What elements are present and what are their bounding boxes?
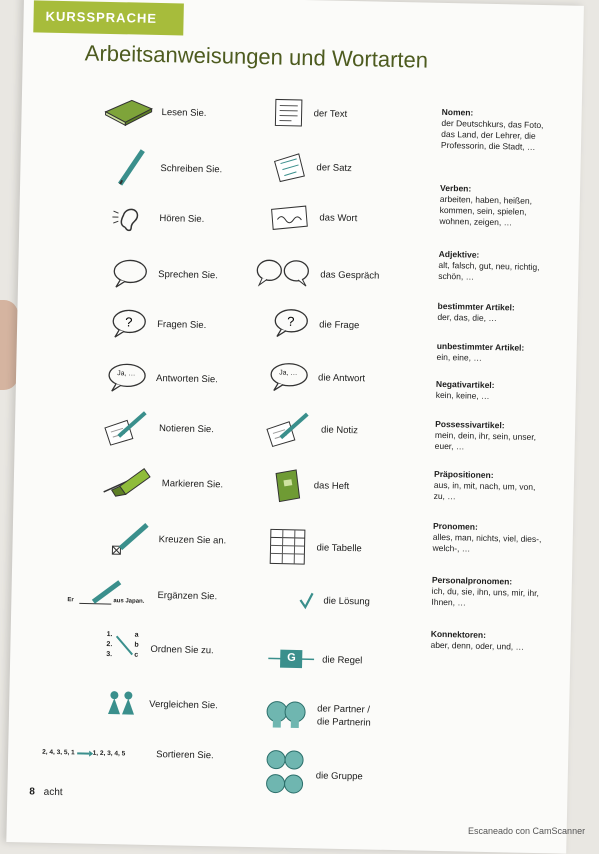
instruction-label: Sortieren Sie. <box>156 749 214 761</box>
noun-label: der Satz <box>316 162 352 174</box>
noun-label: die Gruppe <box>316 770 363 782</box>
noun-question <box>271 307 360 341</box>
wordtype-heading: Possessivartikel: <box>435 419 550 432</box>
table-grid-icon <box>266 525 309 568</box>
wordtype-definite-article <box>437 301 552 325</box>
noun-label: der Text <box>314 108 348 120</box>
page-title: Arbeitsanweisungen und Wortarten <box>85 40 429 73</box>
noun-label: der Partner / <box>317 702 371 716</box>
noun-label: die Partnerin <box>317 715 371 729</box>
notepad-pen-icon <box>101 408 152 447</box>
wordtype-connectors <box>430 629 545 653</box>
wordtype-examples: mein, dein, ihr, sein, unser, euer, … <box>435 430 537 452</box>
book-icon <box>101 96 154 127</box>
answer-bubble-icon <box>106 362 149 393</box>
wordtype-verbs <box>439 183 555 229</box>
instruction-ask <box>109 308 207 340</box>
wordtype-examples: aus, in, mit, nach, um, von, zu, … <box>434 480 536 501</box>
wordtype-heading: Nomen: <box>442 107 557 120</box>
instruction-label: Fragen Sie. <box>157 318 206 330</box>
noun-conversation <box>254 257 380 292</box>
wordtype-examples: kein, keine, … <box>436 390 490 401</box>
wordtype-prepositions <box>434 469 550 504</box>
noun-label: die Notiz <box>321 424 358 436</box>
sentence-note-icon <box>270 149 309 184</box>
instruction-label: Ergänzen Sie. <box>157 590 217 602</box>
fill-in-icon <box>67 577 150 611</box>
answer-bubble-icon <box>268 361 311 392</box>
question-bubble-icon <box>271 307 312 340</box>
instruction-complete <box>67 577 217 612</box>
wordtype-examples: arbeiten, haben, heißen, kommen, sein, spielen, wohnen, zeigen, … <box>439 194 532 228</box>
wordtype-heading: bestimmter Artikel: <box>437 301 552 314</box>
wordtype-examples: ich, du, sie, ihn, uns, mir, ihr, Ihnen, … <box>431 586 539 608</box>
instruction-label: Sprechen Sie. <box>158 269 218 281</box>
conversation-bubbles-icon <box>254 257 313 290</box>
wordtype-examples: alt, falsch, gut, neu, richtig, schön, … <box>438 260 540 282</box>
noun-answer <box>268 361 366 393</box>
instruction-label: Antworten Sie. <box>156 372 218 384</box>
wordtype-adjectives <box>438 249 554 284</box>
instruction-read <box>101 96 207 128</box>
wordtype-examples: alles, man, nichts, viel, dies-, welch-, … <box>432 532 541 554</box>
partner-heads-icon <box>263 697 310 732</box>
instruction-note <box>101 408 215 448</box>
rule-letter: G <box>287 652 296 664</box>
noun-sentence <box>270 149 352 185</box>
instruction-mark <box>97 464 223 503</box>
instruction-answer <box>106 362 218 394</box>
instruction-label: Schreiben Sie. <box>160 163 222 175</box>
fill-after-text: aus Japan. <box>113 598 144 605</box>
instruction-label: Hören Sie. <box>159 213 204 225</box>
instruction-order <box>106 630 214 668</box>
page-number-word: acht <box>44 787 63 798</box>
wordtype-pronouns <box>432 521 548 556</box>
noun-word <box>267 201 357 233</box>
noun-label: die Lösung <box>323 595 370 607</box>
instruction-label: Markieren Sie. <box>162 478 223 490</box>
noun-group <box>261 747 363 803</box>
arrow-right-icon <box>75 749 93 757</box>
noun-label: die Tabelle <box>316 542 361 554</box>
order-left-text: 1. 2. 3. <box>106 630 112 660</box>
noun-label: die Frage <box>319 319 359 331</box>
wordtype-heading: Verben: <box>440 183 555 196</box>
instruction-label: Lesen Sie. <box>162 107 207 119</box>
instruction-label: Notieren Sie. <box>159 423 214 435</box>
wordtype-possessive-article <box>435 419 551 454</box>
notebook-icon <box>269 465 306 504</box>
order-right-text: a b c <box>134 631 139 661</box>
speech-bubble-icon <box>110 258 151 289</box>
wordtype-nouns <box>441 107 557 153</box>
cross-pen-icon <box>106 518 151 559</box>
noun-label: das Heft <box>314 480 350 492</box>
page-number: 8 <box>29 786 35 797</box>
rule-badge-icon <box>268 647 314 670</box>
instruction-label: Kreuzen Sie an. <box>159 534 227 546</box>
checkmark-icon <box>297 590 315 610</box>
wordtype-heading: Personalpronomen: <box>432 575 547 588</box>
noun-label: das Wort <box>319 212 357 224</box>
pen-icon <box>112 146 153 189</box>
svg-text:?: ? <box>287 314 295 329</box>
question-bubble-icon <box>109 308 150 339</box>
instruction-write <box>112 146 223 190</box>
order-icon <box>106 630 143 667</box>
group-heads-icon <box>261 747 308 802</box>
notepad-pen-icon <box>263 409 314 448</box>
instruction-speak <box>110 258 218 290</box>
partner-label <box>317 702 371 729</box>
noun-rule <box>268 647 363 671</box>
svg-text:?: ? <box>125 314 133 329</box>
sort-right-text: 1, 2, 3, 4, 5 <box>93 750 126 758</box>
wordtype-examples: der, das, die, … <box>437 312 497 323</box>
wordtype-heading: Pronomen: <box>433 521 548 534</box>
wordtype-examples: ein, eine, … <box>436 352 482 363</box>
wordtype-indefinite-article <box>436 341 551 365</box>
text-page-icon <box>271 95 306 130</box>
instruction-listen <box>109 201 205 235</box>
noun-text <box>271 95 347 131</box>
fill-before-text: Er <box>67 597 73 603</box>
sort-icon <box>42 748 148 758</box>
wordtype-examples: der Deutschkurs, das Foto, das Land, der Lehrer, die Professorin, die Stadt, … <box>441 118 544 152</box>
noun-solution <box>297 590 370 612</box>
noun-notebook <box>269 465 349 505</box>
ear-icon <box>109 201 152 234</box>
wordtype-heading: Präpositionen: <box>434 469 549 482</box>
noun-partner <box>263 697 372 733</box>
noun-label: die Regel <box>322 654 362 666</box>
compare-figures-icon <box>101 688 142 719</box>
noun-label: das Gespräch <box>320 269 379 281</box>
wordtype-negative-article <box>436 379 551 403</box>
wordtype-heading: Negativartikel: <box>436 379 551 392</box>
noun-note <box>263 409 359 449</box>
instruction-label: Ordnen Sie zu. <box>150 643 214 655</box>
highlighter-icon <box>97 464 154 501</box>
instruction-compare <box>101 688 218 720</box>
section-tag: KURSSPRACHE <box>33 0 184 35</box>
wordtype-heading: Konnektoren: <box>431 629 546 642</box>
scanner-watermark: Escaneado con CamScanner <box>468 826 585 836</box>
sort-left-text: 2, 4, 3, 5, 1 <box>42 749 75 757</box>
wordtype-heading: unbestimmter Artikel: <box>437 341 552 354</box>
word-card-icon <box>267 201 312 232</box>
book-page <box>6 0 584 854</box>
wordtype-heading: Adjektive: <box>439 249 554 262</box>
page-footer <box>29 786 62 798</box>
instruction-label: Vergleichen Sie. <box>149 698 218 710</box>
instruction-cross <box>106 518 226 560</box>
instruction-sort <box>42 747 214 762</box>
noun-label: die Antwort <box>318 372 365 384</box>
bubble-text: Ja, … <box>279 370 297 377</box>
noun-table <box>266 525 362 569</box>
wordtype-examples: aber, denn, oder, und, … <box>430 640 524 652</box>
bubble-text: Ja, … <box>117 370 135 377</box>
wordtype-personal-pronouns <box>431 575 547 610</box>
